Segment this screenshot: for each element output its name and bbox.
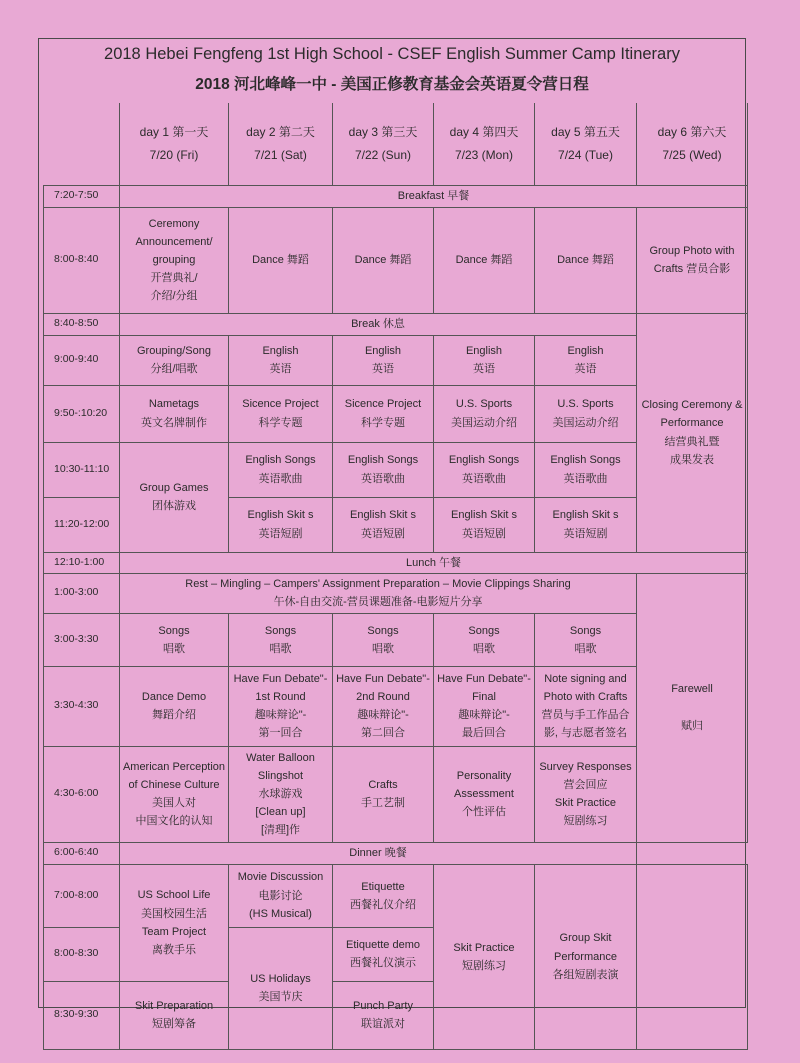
activity-cell: Nametags 英文名牌制作 bbox=[120, 385, 229, 442]
activity-cell: Group Games 团体游戏 bbox=[120, 442, 229, 552]
time-slot: 7:00-8:00 bbox=[44, 864, 120, 927]
activity-cell: Dance Demo 舞蹈介绍 bbox=[120, 666, 229, 746]
activity-cell: U.S. Sports 美国运动介绍 bbox=[535, 385, 637, 442]
time-slot: 4:30-6:00 bbox=[44, 746, 120, 842]
activity-cell: Etiquette 西餐礼仪介绍 bbox=[333, 864, 434, 927]
day-header: day 6 第六天 7/25 (Wed) bbox=[637, 103, 748, 185]
activity-cell: Closing Ceremony & Performance 结营典礼暨 成果发表 bbox=[637, 313, 748, 552]
time-slot: 8:30-9:30 bbox=[44, 981, 120, 1049]
activity-cell: Personality Assessment 个性评估 bbox=[434, 746, 535, 842]
activity-cell: Ceremony Announcement/ grouping 开营典礼/ 介绍/分组 bbox=[120, 207, 229, 313]
title-english: 2018 Hebei Fengfeng 1st High School - CSEF English Summer Camp Itinerary bbox=[104, 45, 680, 63]
activity-cell: Punch Party 联谊派对 bbox=[333, 981, 434, 1049]
activity-cell: Group Skit Performance 各组短剧表演 bbox=[535, 864, 637, 1049]
activity-cell: Dance 舞蹈 bbox=[229, 207, 333, 313]
activity-cell: Farewell 赋归 bbox=[637, 573, 748, 842]
activity-cell: English 英语 bbox=[333, 335, 434, 385]
activity-cell: Water Balloon Slingshot 水球游戏 [Clean up] [清理]作 bbox=[229, 746, 333, 842]
title-chinese: 2018 河北峰峰一中 - 美国正修教育基金会英语夏令营日程 bbox=[195, 76, 589, 93]
activity-cell: Crafts 手工艺制 bbox=[333, 746, 434, 842]
time-slot: 8:40-8:50 bbox=[44, 313, 120, 335]
activity-cell: Have Fun Debate"- Final 趣味辩论"- 最后回合 bbox=[434, 666, 535, 746]
activity-cell: Group Photo with Crafts 营员合影 bbox=[637, 207, 748, 313]
activity-cell: English Skit s 英语短剧 bbox=[535, 497, 637, 552]
activity-cell: Survey Responses 营会回应 Skit Practice 短剧练习 bbox=[535, 746, 637, 842]
dinner-cell: Dinner 晚餐 bbox=[120, 842, 637, 864]
time-slot: 9:50-:10:20 bbox=[44, 385, 120, 442]
day-header: day 4 第四天 7/23 (Mon) bbox=[434, 103, 535, 185]
activity-cell: Have Fun Debate"- 1st Round 趣味辩论"- 第一回合 bbox=[229, 666, 333, 746]
time-slot: 3:30-4:30 bbox=[44, 666, 120, 746]
activity-cell: English Skit s 英语短剧 bbox=[229, 497, 333, 552]
activity-cell: English Songs 英语歌曲 bbox=[535, 442, 637, 497]
time-slot: 7:20-7:50 bbox=[44, 185, 120, 207]
day-header: day 5 第五天 7/24 (Tue) bbox=[535, 103, 637, 185]
time-slot: 12:10-1:00 bbox=[44, 552, 120, 573]
time-slot: 10:30-11:10 bbox=[44, 442, 120, 497]
itinerary-table bbox=[43, 103, 748, 1050]
time-slot: 9:00-9:40 bbox=[44, 335, 120, 385]
activity-cell: Etiquette demo 西餐礼仪演示 bbox=[333, 927, 434, 981]
activity-cell: Songs 唱歌 bbox=[229, 613, 333, 666]
activity-cell: American Perception of Chinese Culture 美国人对 中国文化的认知 bbox=[120, 746, 229, 842]
day-header: day 1 第一天 7/20 (Fri) bbox=[120, 103, 229, 185]
rest-cell: Rest – Mingling – Campers' Assignment Preparation – Movie Clippings Sharing 午休-自由交流-营员课题准备-电影短片分享 bbox=[120, 573, 637, 613]
activity-cell: English Skit s 英语短剧 bbox=[434, 497, 535, 552]
breakfast-cell: Breakfast 早餐 bbox=[120, 185, 748, 207]
activity-cell: Note signing and Photo with Crafts 营员与手工作品合 影, 与志愿者签名 bbox=[535, 666, 637, 746]
activity-cell: English 英语 bbox=[535, 335, 637, 385]
activity-cell: Sicence Project 科学专题 bbox=[333, 385, 434, 442]
activity-cell: Songs 唱歌 bbox=[120, 613, 229, 666]
activity-cell: Dance 舞蹈 bbox=[333, 207, 434, 313]
activity-cell: English Songs 英语歌曲 bbox=[229, 442, 333, 497]
break-cell: Break 休息 bbox=[120, 313, 637, 335]
activity-cell: Skit Preparation 短剧筹备 bbox=[120, 981, 229, 1049]
activity-cell: English Songs 英语歌曲 bbox=[434, 442, 535, 497]
activity-cell: English Skit s 英语短剧 bbox=[333, 497, 434, 552]
activity-cell: Songs 唱歌 bbox=[333, 613, 434, 666]
activity-cell: Dance 舞蹈 bbox=[535, 207, 637, 313]
header-row bbox=[44, 103, 748, 185]
itinerary-sheet bbox=[38, 38, 746, 1031]
activity-cell: Have Fun Debate"- 2nd Round 趣味辩论"- 第二回合 bbox=[333, 666, 434, 746]
activity-cell: English 英语 bbox=[434, 335, 535, 385]
day-header: day 3 第三天 7/22 (Sun) bbox=[333, 103, 434, 185]
activity-cell: Skit Practice 短剧练习 bbox=[434, 864, 535, 1049]
activity-cell: Movie Discussion 电影讨论 (HS Musical) bbox=[229, 864, 333, 927]
time-slot: 11:20-12:00 bbox=[44, 497, 120, 552]
time-slot: 1:00-3:00 bbox=[44, 573, 120, 613]
time-slot: 3:00-3:30 bbox=[44, 613, 120, 666]
activity-cell: U.S. Sports 美国运动介绍 bbox=[434, 385, 535, 442]
activity-cell: Dance 舞蹈 bbox=[434, 207, 535, 313]
activity-cell: Grouping/Song 分组/唱歌 bbox=[120, 335, 229, 385]
time-slot: 6:00-6:40 bbox=[44, 842, 120, 864]
time-slot: 8:00-8:30 bbox=[44, 927, 120, 981]
lunch-cell: Lunch 午餐 bbox=[120, 552, 748, 573]
time-slot: 8:00-8:40 bbox=[44, 207, 120, 313]
activity-cell: Songs 唱歌 bbox=[434, 613, 535, 666]
activity-cell: US School Life 美国校园生活 Team Project 离教手乐 bbox=[120, 864, 229, 981]
empty-cell bbox=[637, 864, 748, 1049]
activity-cell: US Holidays 美国节庆 bbox=[229, 927, 333, 1049]
activity-cell: English Songs 英语歌曲 bbox=[333, 442, 434, 497]
activity-cell: Sicence Project 科学专题 bbox=[229, 385, 333, 442]
activity-cell: Songs 唱歌 bbox=[535, 613, 637, 666]
header-corner bbox=[44, 103, 120, 185]
day-header: day 2 第二天 7/21 (Sat) bbox=[229, 103, 333, 185]
activity-cell: English 英语 bbox=[229, 335, 333, 385]
